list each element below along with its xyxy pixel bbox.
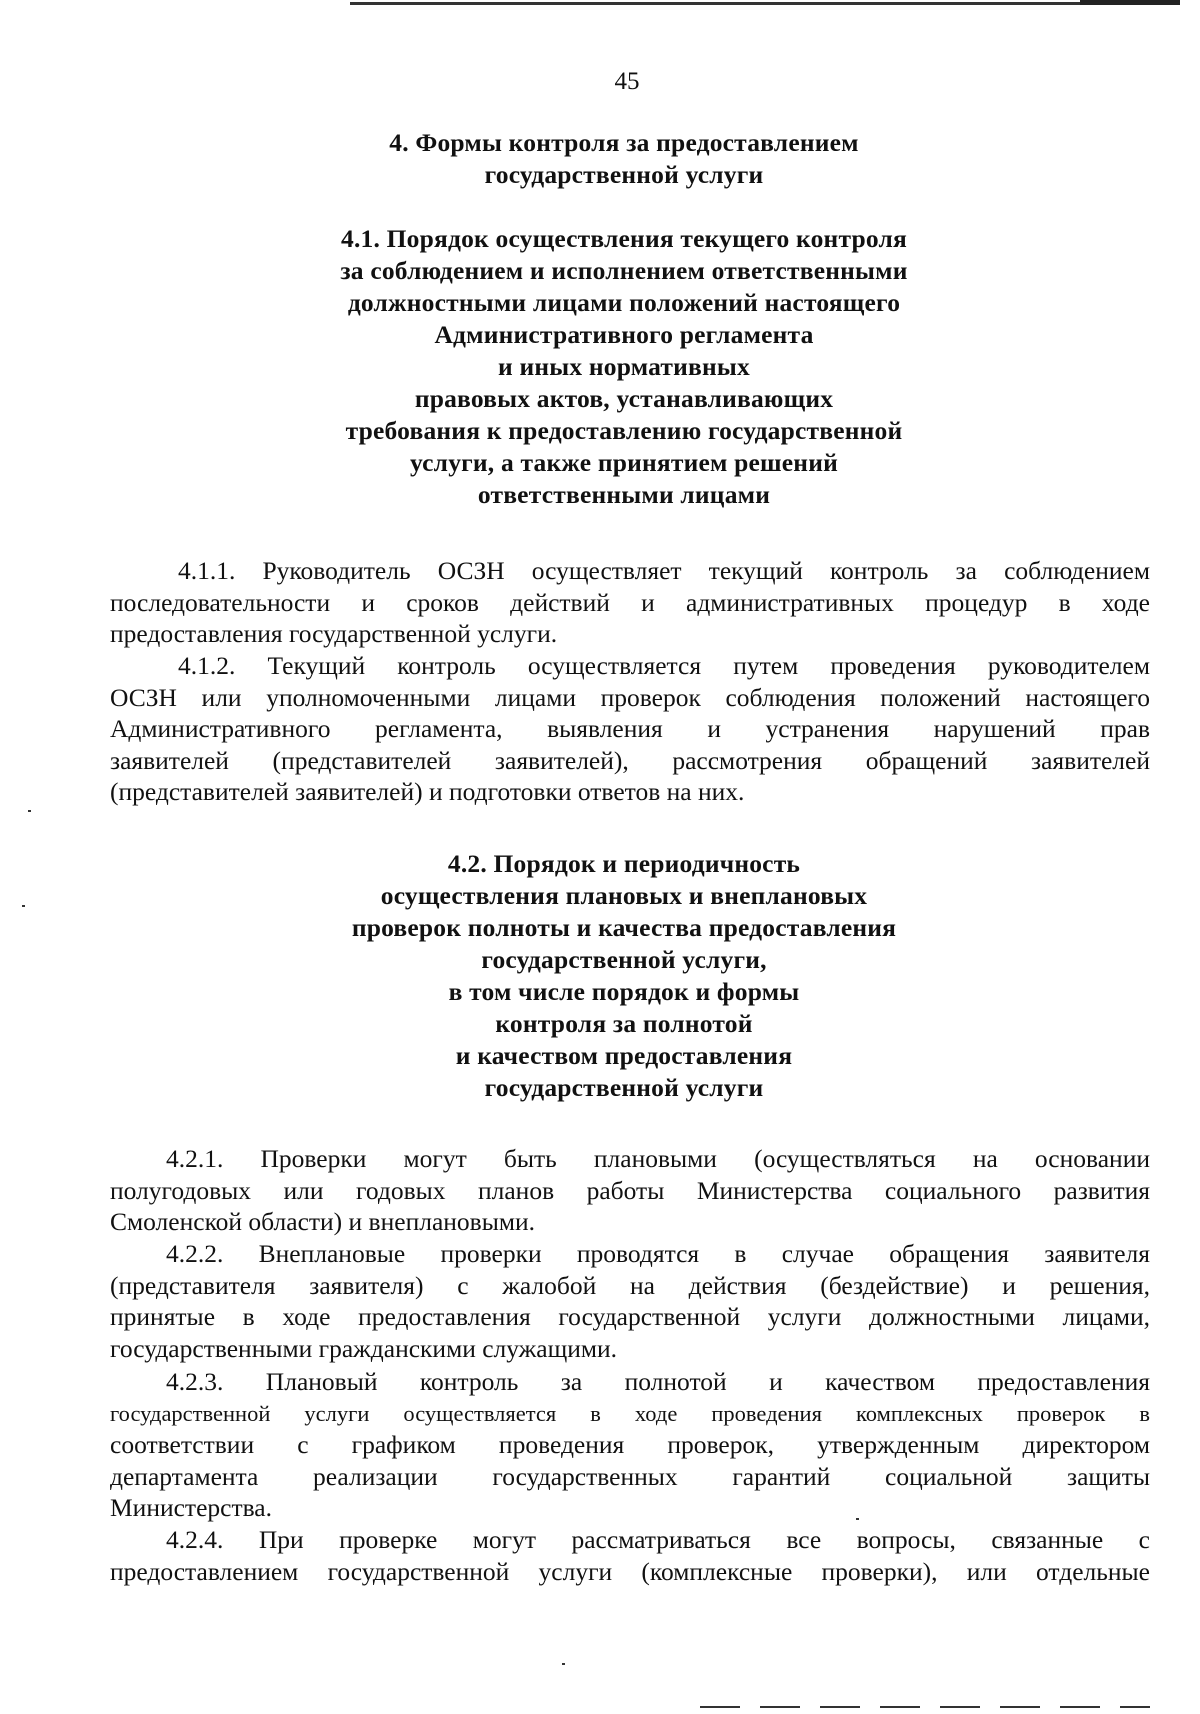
paragraph-line: государственными гражданскими служащими.	[110, 1333, 618, 1363]
heading-line: государственной услуги	[484, 1073, 764, 1102]
heading-line: осуществления плановых и внеплановых	[380, 881, 868, 910]
heading-line: и качеством предоставления	[455, 1041, 793, 1070]
paragraph-line: 4.2.3. Плановый контроль за полнотой и качеством предоставления	[166, 1367, 1150, 1396]
heading-line: правовых актов, устанавливающих	[414, 384, 834, 413]
heading-line: 4.2. Порядок и периодичность	[447, 849, 801, 878]
heading-line: Административного регламента	[434, 320, 814, 349]
heading-line: и иных нормативных	[498, 352, 750, 381]
section-4-heading	[0, 127, 1200, 191]
heading-line: государственной услуги	[484, 160, 764, 189]
paragraph-4-1-1	[110, 555, 1150, 650]
heading-line: 4.1. Порядок осуществления текущего контроля	[341, 224, 907, 253]
scan-border-top	[350, 2, 1180, 5]
heading-line: за соблюдением и исполнением ответственными	[340, 256, 908, 285]
scan-border-bottom	[700, 1706, 1150, 1708]
paragraph-4-1-2	[110, 650, 1150, 808]
heading-line: ответственными лицами	[477, 480, 771, 509]
paragraph-line: 4.1.1. Руководитель ОСЗН осуществляет текущий контроль за соблюдением	[178, 556, 1150, 585]
paragraph-line: департамента реализации государственных гарантий социальной защиты	[110, 1461, 1150, 1491]
paragraph-line: 4.2.1. Проверки могут быть плановыми (осуществляться на основании	[166, 1144, 1150, 1173]
paragraph-line: предоставления государственной услуги.	[110, 619, 558, 648]
paragraph-line: соответствии с графиком проведения проверок, утвержденным директором	[110, 1430, 1150, 1459]
paragraph-line: государственной услуги осуществляется в ходе проведения комплексных проверок в	[110, 1400, 1150, 1426]
page-number: 45	[614, 68, 640, 95]
heading-line: должностными лицами положений настоящего	[347, 288, 901, 317]
paragraph-line: 4.2.2. Внеплановые проверки проводятся в случае обращения заявителя	[166, 1239, 1150, 1268]
paragraph-4-2-3	[110, 1366, 1150, 1524]
paragraph-line: 4.2.4. При проверке могут рассматриваться все вопросы, связанные с	[166, 1525, 1150, 1554]
heading-line: проверок полноты и качества предоставления	[351, 913, 897, 942]
paragraph-4-2-2	[110, 1238, 1150, 1364]
paragraph-line: (представителей заявителей) и подготовки ответов на них.	[110, 777, 745, 806]
heading-line: требования к предоставлению государственной	[345, 416, 903, 445]
paragraph-line: последовательности и сроков действий и административных процедур в ходе	[110, 587, 1150, 617]
paragraph-line: (представителя заявителя) с жалобой на действия (бездействие) и решения,	[110, 1270, 1150, 1300]
paragraph-4-2-1	[110, 1143, 1150, 1238]
paragraph-line: Смоленской области) и внеплановыми.	[110, 1207, 535, 1236]
scan-speck	[562, 1663, 565, 1665]
paragraph-4-2-4	[110, 1524, 1150, 1587]
paragraph-line: принятые в ходе предоставления государственной услуги должностными лицами,	[110, 1302, 1150, 1331]
scan-speck	[28, 810, 31, 812]
paragraph-line: Министерства.	[110, 1493, 273, 1522]
section-4-2-heading	[0, 848, 1200, 1104]
heading-line: государственной услуги,	[481, 945, 767, 974]
section-4-1-heading	[0, 223, 1200, 511]
heading-line: 4. Формы контроля за предоставлением	[389, 128, 859, 157]
paragraph-line: Административного регламента, выявления и устранения нарушений прав	[110, 714, 1150, 743]
heading-line: услуги, а также принятием решений	[410, 448, 838, 477]
paragraph-line: 4.1.2. Текущий контроль осуществляется путем проведения руководителем	[178, 651, 1150, 680]
paragraph-line: ОСЗН или уполномоченными лицами проверок соблюдения положений настоящего	[110, 682, 1150, 712]
paragraph-line: предоставлением государственной услуги (комплексные проверки), или отдельные	[110, 1556, 1150, 1586]
heading-line: контроля за полнотой	[495, 1009, 753, 1038]
heading-line: в том числе порядок и формы	[448, 977, 800, 1006]
paragraph-line: заявителей (представителей заявителей), рассмотрения обращений заявителей	[110, 745, 1150, 775]
scan-border-top-corner	[1080, 0, 1180, 5]
paragraph-line: полугодовых или годовых планов работы Министерства социального развития	[110, 1175, 1150, 1205]
